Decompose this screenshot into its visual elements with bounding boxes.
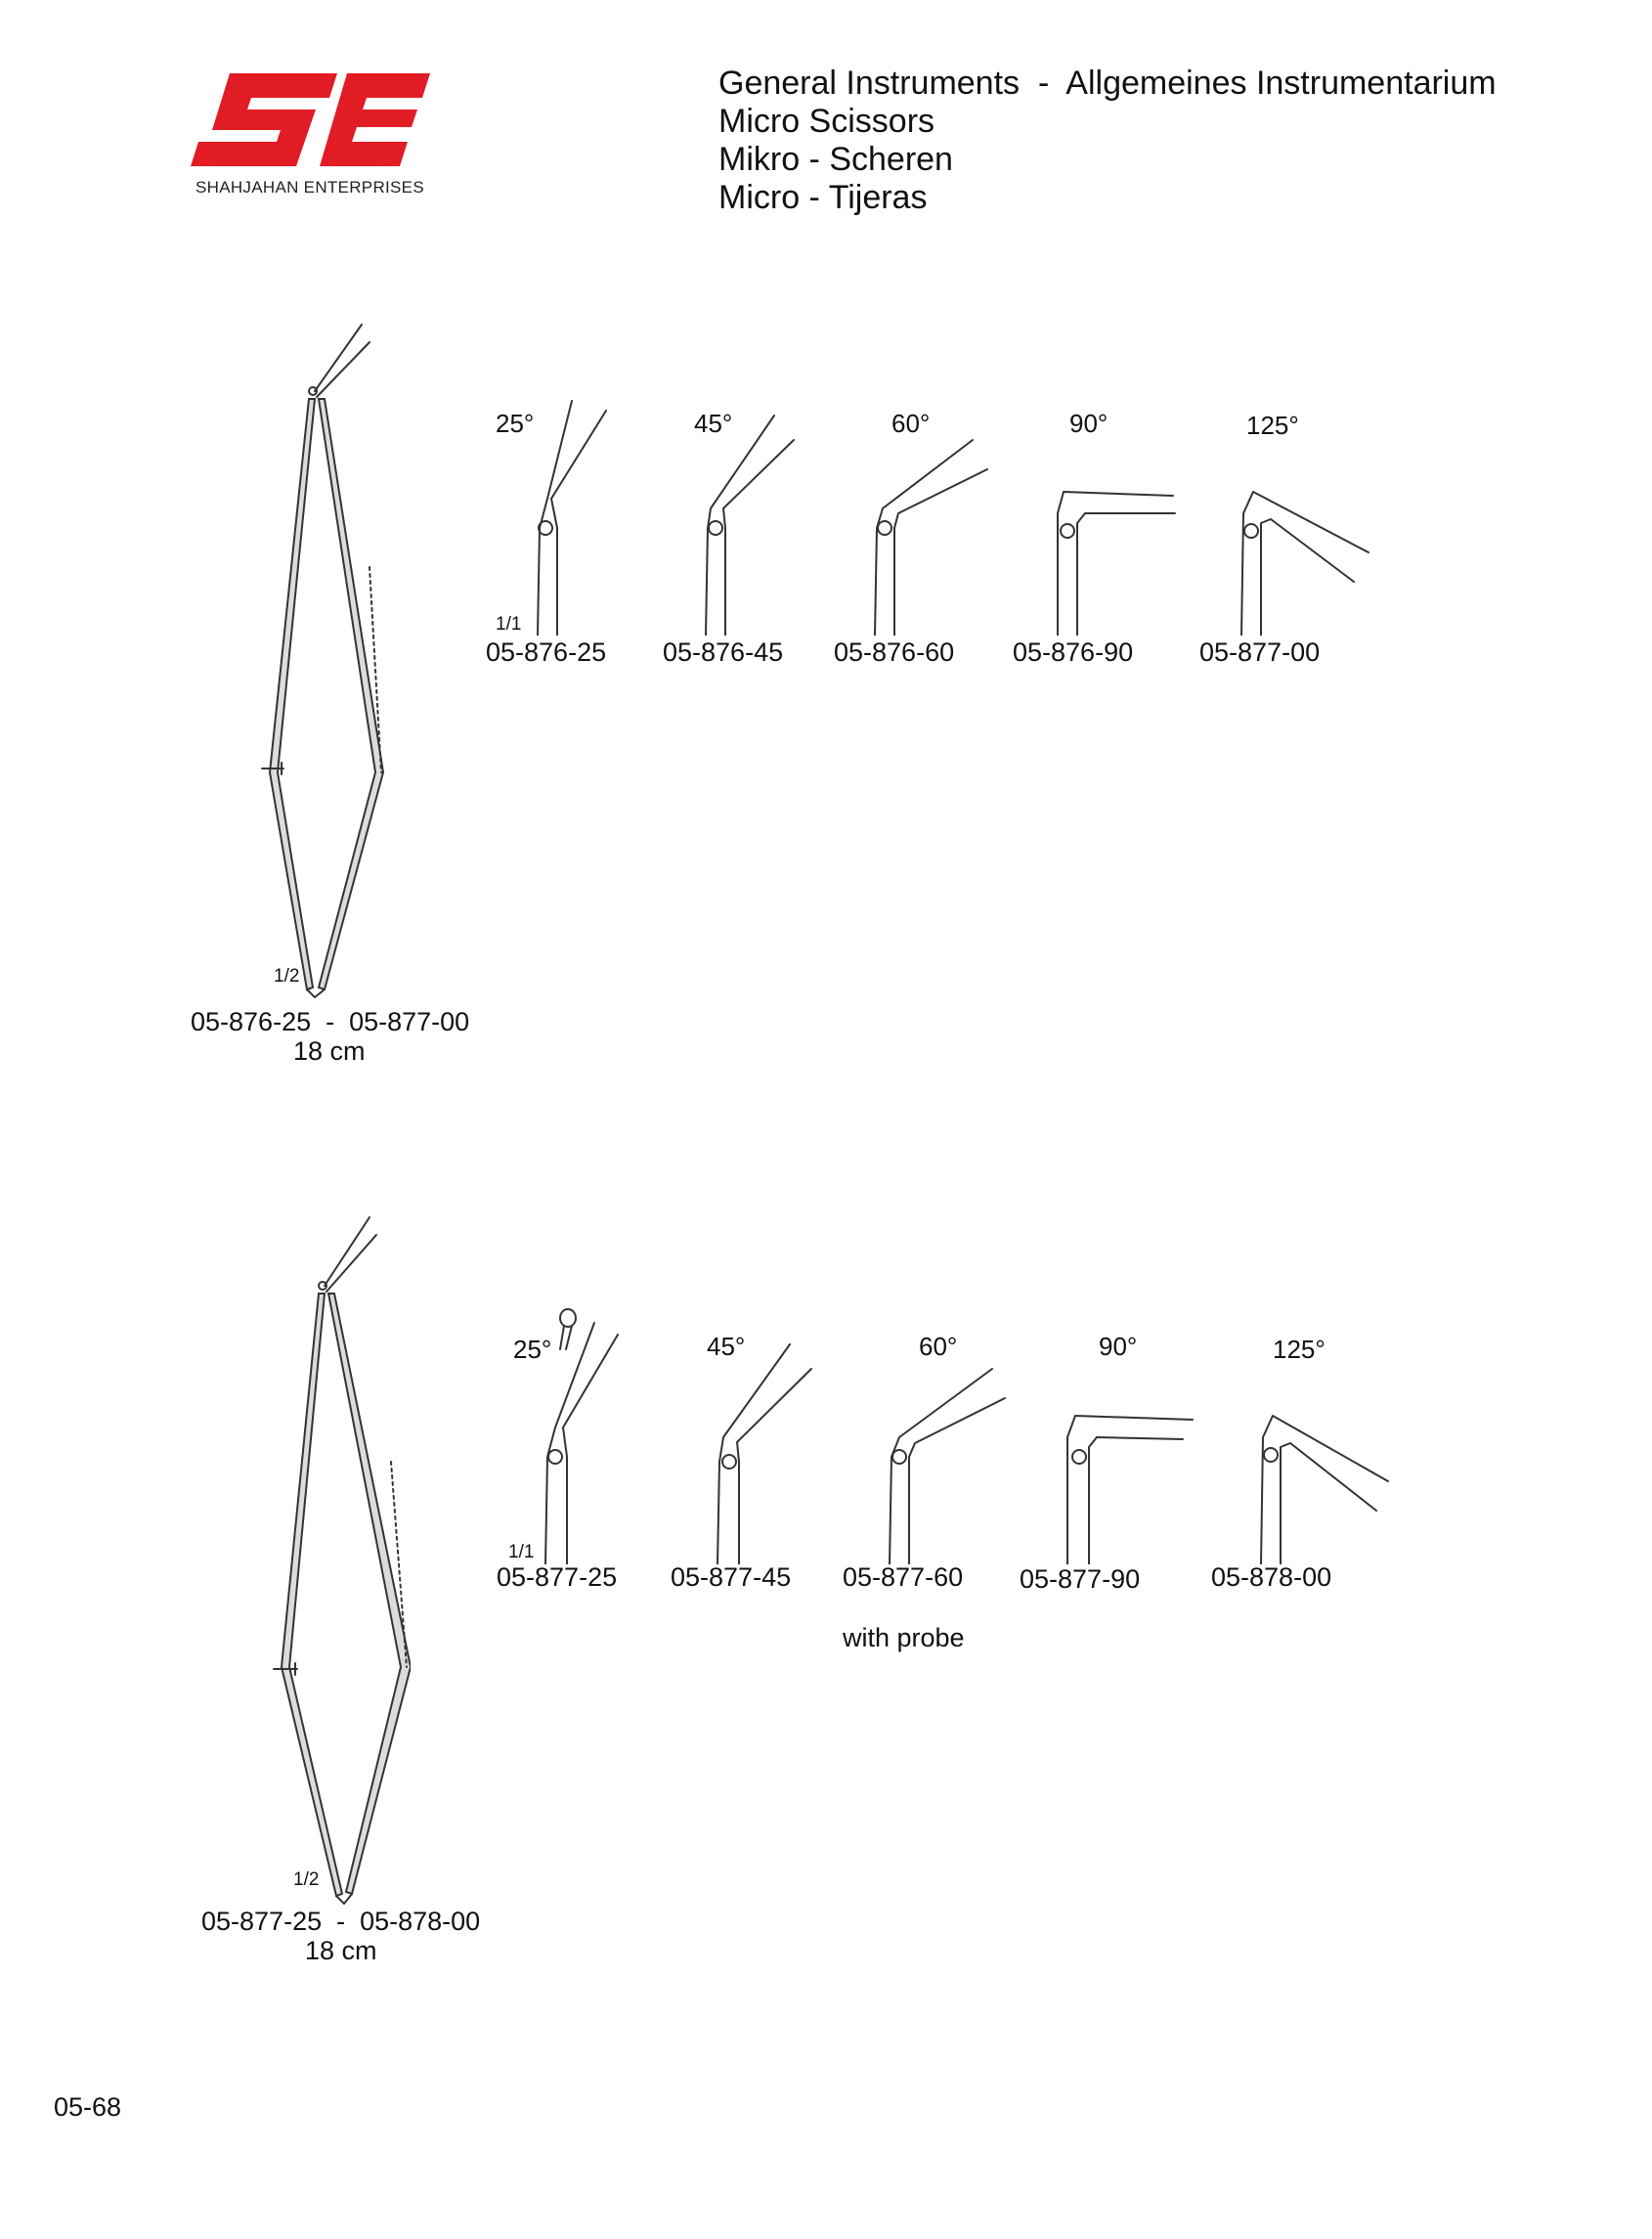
angle-label: 125° [1273,1335,1326,1364]
main-scale-label: 1/2 [274,966,300,987]
heading-separator: - [1037,65,1050,102]
subtitle-spanish: Micro - Tijeras [718,179,928,216]
tip-detail-60 [880,1359,1012,1564]
angle-label: 45° [707,1332,746,1361]
subtitle-english: Micro Scissors [718,103,935,140]
angle-label: 45° [694,409,733,438]
article-number: 05-877-25 [497,1562,618,1592]
micro-scissors-image-2 [254,1207,411,1911]
article-number: 05-878-00 [1211,1562,1332,1592]
article-number: 05-877-90 [1020,1564,1141,1594]
page-number: 05-68 [54,2092,122,2122]
subtitle-german: Mikro - Scheren [718,141,953,178]
article-number: 05-877-45 [671,1562,792,1592]
main-length: 18 cm [293,1036,366,1066]
angle-label: 90° [1099,1332,1138,1361]
article-number: 05-876-45 [663,637,784,667]
main-range-code: 05-877-25 - 05-878-00 [201,1907,481,1936]
catalog-heading [718,65,1497,102]
tip-detail-25 [518,391,616,636]
tip-detail-25 [536,1315,633,1564]
micro-scissors-image-1 [244,313,401,1017]
main-length: 18 cm [305,1936,377,1965]
tip-detail-125 [1251,1408,1398,1564]
angle-label: 60° [919,1332,958,1361]
angle-label: 60° [891,409,931,438]
article-number: 05-876-60 [834,637,955,667]
article-number: 05-876-25 [486,637,607,667]
tip-detail-90 [1046,484,1183,636]
company-name: SHAHJAHAN ENTERPRISES [196,178,424,197]
tip-detail-60 [865,430,992,636]
heading-german: Allgemeines Instrumentarium [1065,65,1497,102]
heading-english: General Instruments [718,65,1021,102]
article-number: 05-877-60 [843,1562,964,1592]
main-scale-label: 1/2 [293,1869,320,1890]
tip-detail-125 [1232,484,1378,636]
article-number: 05-877-00 [1199,637,1321,667]
article-number: 05-876-90 [1013,637,1134,667]
angle-label: 25° [496,409,535,438]
tip-detail-45 [706,1339,823,1564]
detail-scale-label: 1/1 [508,1542,535,1562]
angle-label: 25° [513,1335,552,1364]
main-range-code: 05-876-25 - 05-877-00 [191,1007,470,1036]
angle-label: 90° [1069,409,1109,438]
tip-detail-90 [1056,1408,1202,1564]
detail-scale-label: 1/1 [496,614,522,635]
probe-note: with probe [843,1623,965,1652]
angle-label: 125° [1246,411,1299,440]
tip-detail-45 [696,411,804,636]
